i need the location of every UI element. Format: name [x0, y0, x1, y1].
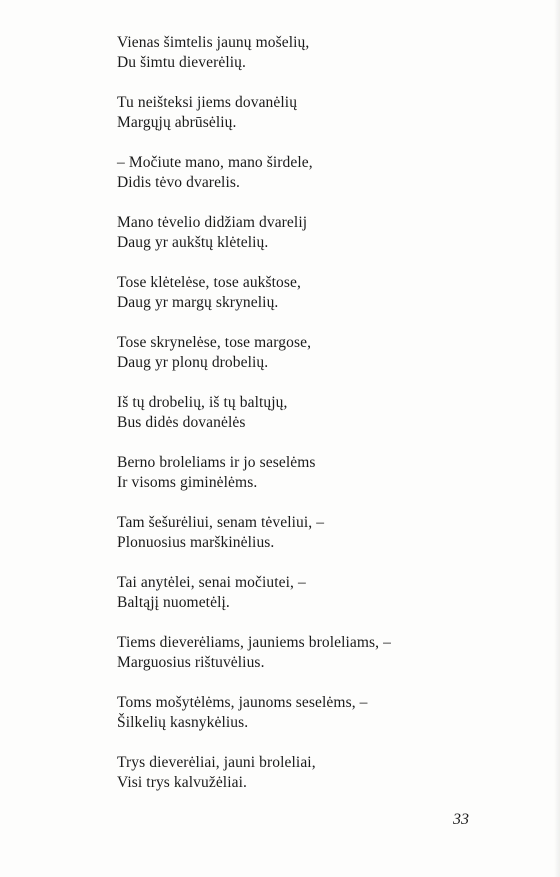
poem-line: Didis tėvo dvarelis. — [117, 173, 240, 191]
poem-line: Tose klėtelėse, tose aukštose, — [117, 274, 301, 291]
poem-line: Bus didės dovanėlės — [117, 413, 246, 431]
poem-body — [117, 33, 517, 813]
poem-line: Šilkelių kasnykėlius. — [117, 713, 249, 731]
stanza-9 — [117, 513, 517, 552]
poem-line: Tiems dieverėliams, jauniems broleliams, – — [117, 634, 391, 651]
poem-line: Trys dieverėliai, jauni broleliai, — [117, 754, 316, 771]
stanza-12 — [117, 693, 517, 732]
page-edge-shadow — [554, 0, 560, 877]
poem-line: Baltąjį nuometėlį. — [117, 593, 230, 611]
poem-line: Daug yr plonų drobelių. — [117, 353, 269, 371]
poem-line: Tu neišteksi jiems dovanėlių — [117, 94, 298, 111]
stanza-10 — [117, 573, 517, 612]
poem-line: Marguosius rištuvėlius. — [117, 653, 265, 671]
poem-line: Ir visoms giminėlėms. — [117, 473, 258, 491]
poem-line: Plonuosius marškinėlius. — [117, 533, 275, 551]
poem-line: Tam šešurėliui, senam tėveliui, – — [117, 514, 325, 531]
poem-line: Daug yr aukštų klėtelių. — [117, 233, 269, 251]
poem-line: Iš tų drobelių, iš tų baltųjų, — [117, 394, 288, 411]
poem-line: Mano tėvelio didžiam dvarelij — [117, 214, 308, 231]
stanza-1 — [117, 33, 517, 72]
poem-line: Tose skrynelėse, tose margose, — [117, 334, 312, 351]
poem-line: – Močiute mano, mano širdele, — [117, 154, 313, 171]
stanza-6 — [117, 333, 517, 372]
poem-line: Toms mošytėlėms, jaunoms seselėms, – — [117, 694, 368, 711]
poem-line: Daug yr margų skrynelių. — [117, 293, 279, 311]
poem-line: Vienas šimtelis jaunų mošelių, — [117, 34, 310, 51]
poem-line: Tai anytėlei, senai močiutei, – — [117, 574, 306, 591]
stanza-4 — [117, 213, 517, 252]
poem-line: Berno broleliams ir jo seselėms — [117, 454, 316, 471]
poem-line: Margųjų abrūsėlių. — [117, 113, 237, 131]
page-number: 33 — [453, 811, 469, 828]
stanza-5 — [117, 273, 517, 312]
stanza-11 — [117, 633, 517, 672]
stanza-7 — [117, 393, 517, 432]
poem-line: Visi trys kalvužėliai. — [117, 773, 247, 791]
poem-line: Du šimtu dieverėlių. — [117, 53, 246, 71]
stanza-8 — [117, 453, 517, 492]
stanza-13 — [117, 753, 517, 792]
stanza-2 — [117, 93, 517, 132]
stanza-3 — [117, 153, 517, 192]
